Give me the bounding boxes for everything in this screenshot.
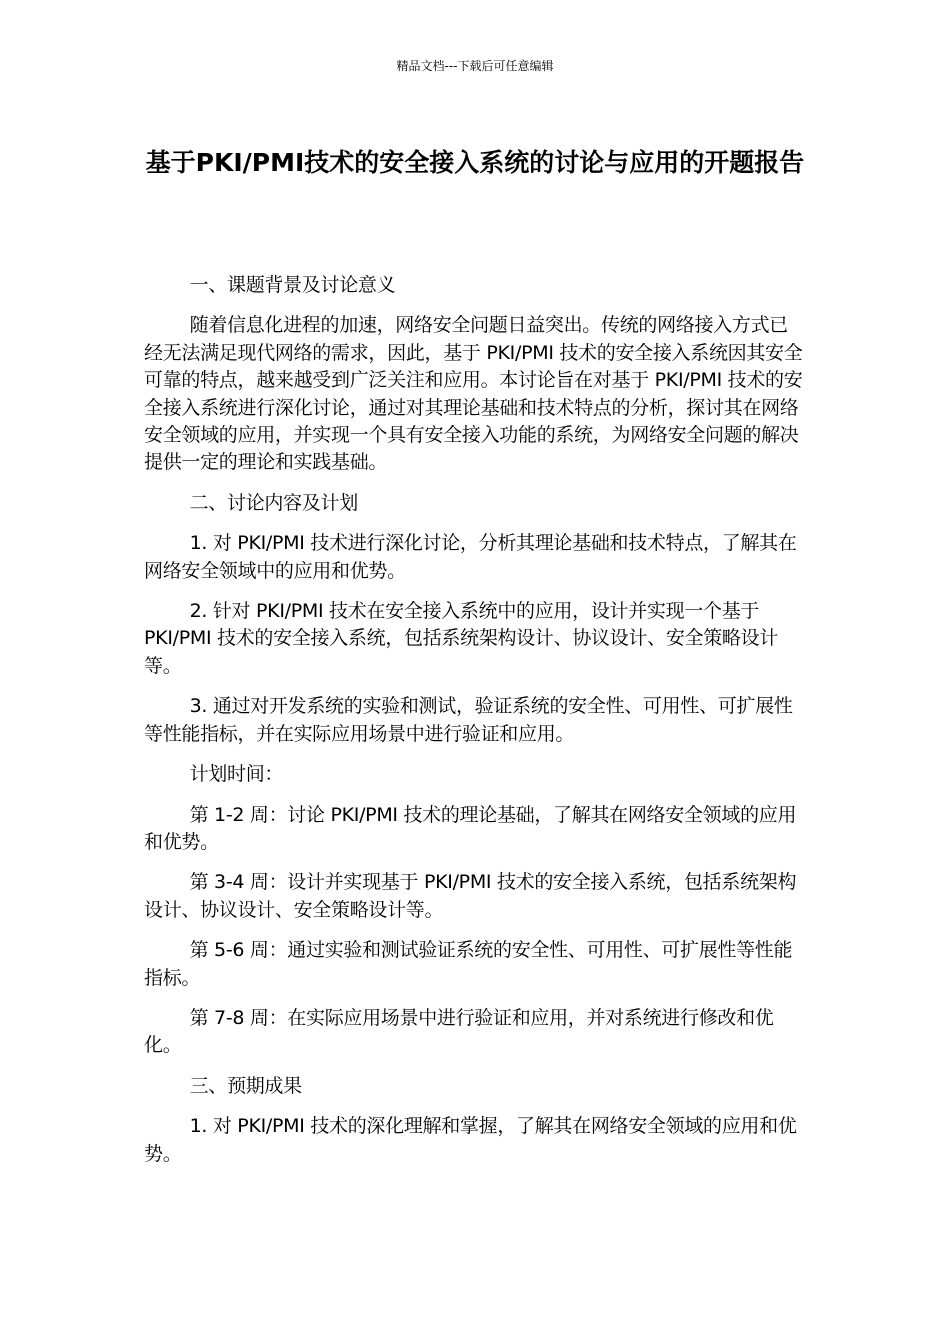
outcome-item-1: 1. 对 PKI/PMI 技术的深化理解和掌握，了解其在网络安全领域的应用和优势。 [144,1115,797,1165]
page-header-note: 精品文档---下载后可任意编辑 [396,59,554,73]
section-heading-content-plan: 二、讨论内容及计划 [189,491,358,514]
content-item-2: 2. 针对 PKI/PMI 技术在安全接入系统中的应用，设计并实现一个基于 PKI/PMI 技术的安全接入系统，包括系统架构设计、协议设计、安全策略设计等。 [144,600,779,677]
schedule-week-3-4: 第 3-4 周：设计并实现基于 PKI/PMI 技术的安全接入系统，包括系统架构设计、协议设计、安全策略设计等。 [144,871,797,921]
schedule-label: 计划时间： [189,763,284,786]
schedule-week-1-2: 第 1-2 周：讨论 PKI/PMI 技术的理论基础，了解其在网络安全领域的应用和优势。 [144,803,797,853]
document-title: 基于PKI/PMI技术的安全接入系统的讨论与应用的开题报告 [145,148,805,177]
document-body [144,272,806,1181]
paragraph-background: 随着信息化进程的加速，网络安全问题日益突出。传统的网络接入方式已经无法满足现代网络的需求，因此，基于 PKI/PMI 技术的安全接入系统因其安全可靠的特点，越来越受到广泛关注和应用。本讨论旨在对基于 PKI/PMI 技术的安全接入系统进行深化讨论，通过对其理论基础和技术特点的分析，探讨其在网络安全领域的应用，并实现一个具有安全接入功能的系统，为网络安全问题的解决提供一定的理论和实践基础。 [144,314,803,474]
section-heading-outcomes: 三、预期成果 [189,1074,302,1097]
content-item-1: 1. 对 PKI/PMI 技术进行深化讨论，分析其理论基础和技术特点，了解其在网络安全领域中的应用和优势。 [144,532,797,582]
content-item-3: 3. 通过对开发系统的实验和测试，验证系统的安全性、可用性、可扩展性等性能指标，并在实际应用场景中进行验证和应用。 [144,695,793,745]
section-heading-background: 一、课题背景及讨论意义 [189,274,396,296]
schedule-week-5-6: 第 5-6 周：通过实验和测试验证系统的安全性、可用性、可扩展性等性能指标。 [144,939,793,989]
schedule-week-7-8: 第 7-8 周：在实际应用场景中进行验证和应用，并对系统进行修改和优化。 [144,1006,774,1057]
